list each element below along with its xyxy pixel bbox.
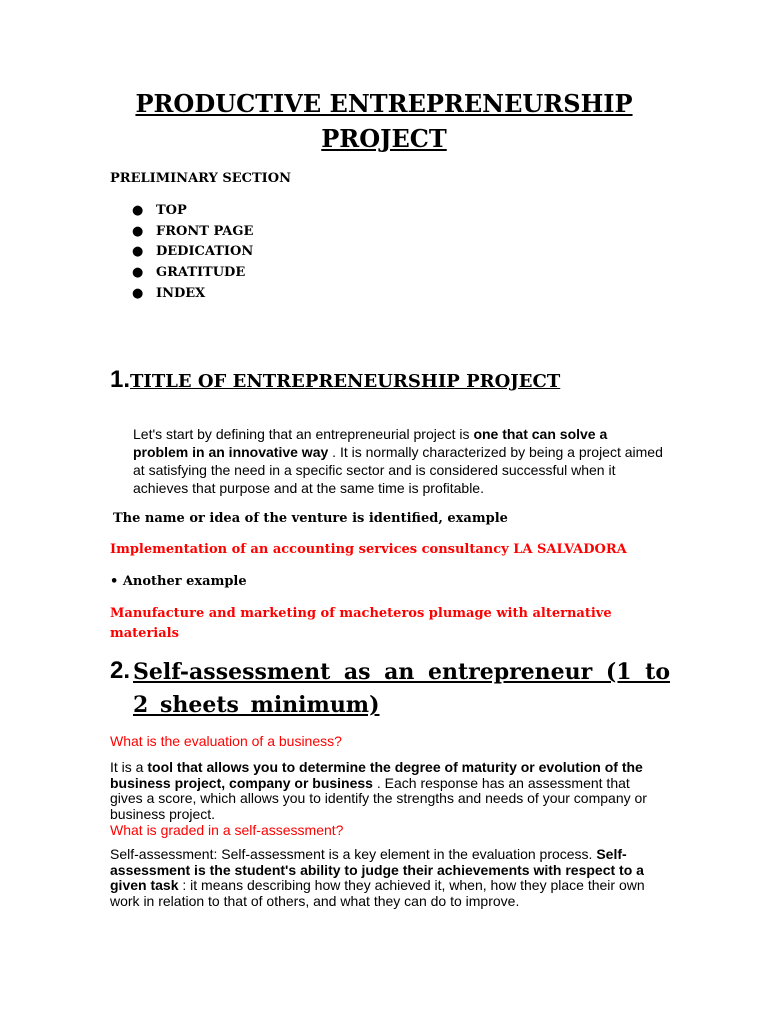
list-item bbox=[110, 222, 253, 243]
answer-2-paragraph bbox=[110, 847, 658, 909]
bullet-icon: ● bbox=[132, 265, 144, 281]
preliminary-section-heading: PRELIMINARY SECTION bbox=[110, 171, 291, 186]
example-1: Implementation of an accounting services consultancy LA SALVADORA bbox=[110, 542, 627, 557]
list-item bbox=[110, 242, 253, 263]
list-item-label: TOP bbox=[156, 203, 187, 218]
section-2-title: Self-assessment as an entrepreneur (1 to 2 sheets minimum) bbox=[133, 659, 670, 718]
list-item-label: FRONT PAGE bbox=[156, 223, 254, 239]
question-2: What is graded in a self-assessment? bbox=[110, 822, 344, 838]
another-example-label: • Another example bbox=[110, 574, 247, 589]
list-item-label: DEDICATION bbox=[156, 244, 254, 260]
section-2-heading bbox=[110, 656, 670, 722]
list-item-label: INDEX bbox=[156, 285, 206, 301]
section-1-heading bbox=[110, 364, 560, 394]
section-1-title: TITLE OF ENTREPRENEURSHIP PROJECT bbox=[130, 371, 561, 392]
list-item bbox=[110, 201, 253, 222]
document-title-line-1: PRODUCTIVE ENTREPRENEURSHIP bbox=[135, 89, 633, 118]
bullet-icon: ● bbox=[132, 203, 144, 218]
answer-2-text-rest: : it means describing how they achieved it, when, how they place their own work in relation to that of others, and what they can do to improve. bbox=[110, 877, 645, 909]
answer-1-paragraph bbox=[110, 760, 658, 822]
preliminary-section-list bbox=[110, 201, 253, 304]
section-1-intro-paragraph bbox=[133, 425, 663, 497]
document-title-line-2: PROJECT bbox=[321, 124, 447, 153]
list-item-label: GRATITUDE bbox=[156, 265, 246, 281]
section-2-number: 2. bbox=[110, 657, 131, 684]
answer-1-text: It is a bbox=[110, 759, 148, 775]
answer-1-text-rest: . Each response has an assessment that gives a score, which allows you to identify the strengths and needs of your company or business project. bbox=[110, 774, 647, 822]
list-item bbox=[110, 284, 253, 305]
bullet-icon: ● bbox=[132, 285, 144, 301]
intro-bold-text: one that can solve a problem in an innovative way bbox=[133, 426, 608, 460]
list-item bbox=[110, 263, 253, 284]
answer-1-bold-text: tool that allows you to determine the degree of maturity or evolution of the business project, company or business bbox=[110, 759, 643, 791]
intro-text-rest: . It is normally characterized by being a project aimed at satisfying the need in a specific sector and is considered successful when it achieves that purpose and at the same time is profitable. bbox=[133, 444, 663, 496]
venture-identified-line: The name or idea of the venture is identified, example bbox=[113, 511, 508, 526]
example-2: Manufacture and marketing of macheteros plumage with alternative materials bbox=[110, 606, 612, 641]
answer-2-bold-text: Self-assessment is the student's ability to judge their achievements with respect to a given task bbox=[110, 846, 644, 893]
intro-text: Let's start by defining that an entrepreneurial project is bbox=[133, 426, 474, 442]
answer-2-text: Self-assessment: Self-assessment is a key element in the evaluation process. bbox=[110, 846, 597, 862]
question-1: What is the evaluation of a business? bbox=[110, 733, 342, 749]
bullet-icon: ● bbox=[132, 223, 144, 239]
section-1-number: 1. bbox=[110, 366, 131, 393]
bullet-icon: ● bbox=[132, 244, 144, 260]
